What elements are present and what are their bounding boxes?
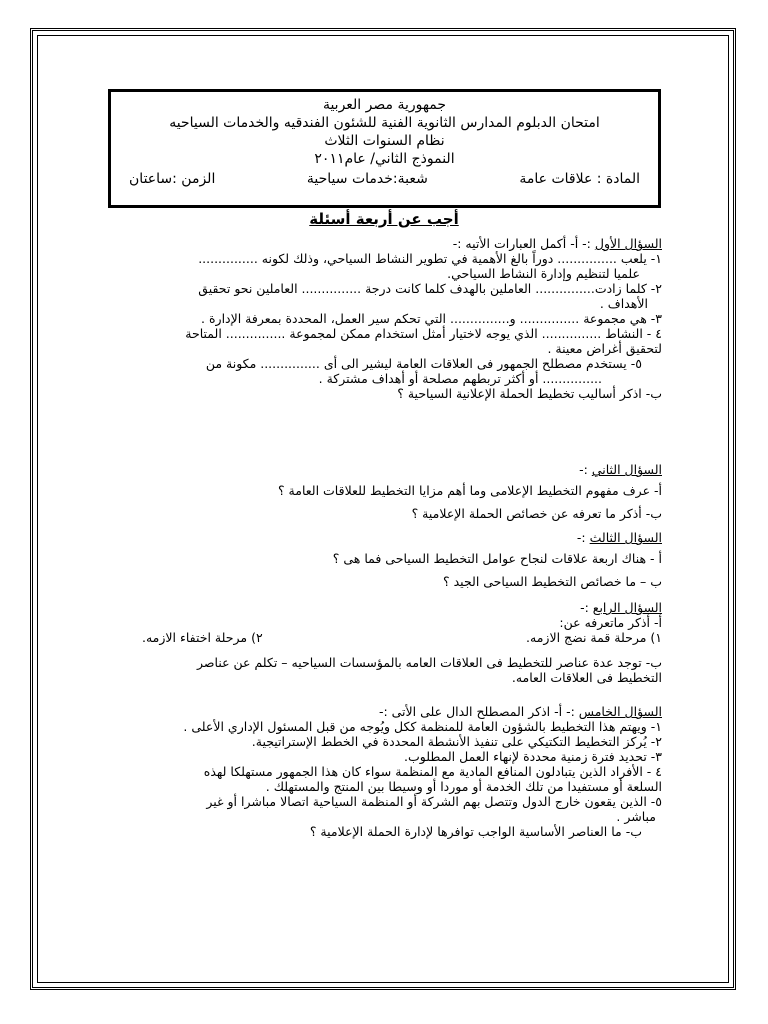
q5-item: ٢- يُركز التخطيط التكتيكي على تنفيذ الأنشطة المحددة في الخطط الإستراتيجية. [251,734,662,749]
question-2-suffix: :- [579,462,588,477]
question-3-part-b: ب – ما خصائص التخطيط السياحى الجيد ؟ [443,574,662,589]
question-1-heading-row [112,236,662,251]
question-3-part-a: أ - هناك اربعة علاقات لنجاح عوامل التخطيط السياحى فما هى ؟ [332,551,662,566]
q5-item: ١- ويهتم هذا التخطيط بالشؤون العامة للمنظمة ككل ويُوجه من قبل المسئول الإداري الأعلى . [183,719,662,734]
question-4-part-b-line-1: ب- توجد عدة عناصر للتخطيط فى العلاقات العامه بالمؤسسات السياحيه – تكلم عن عناصر [197,655,662,670]
instruction-title: أجب عن أربعة أسئلة [309,210,459,228]
q1-item: الأهداف . [599,296,648,311]
subject-label: المادة : علاقات عامة [519,171,640,187]
question-4-heading-row [112,600,662,615]
question-4-item-2: ٢) مرحلة اختفاء الازمه. [142,630,263,645]
question-4-item-1: ١) مرحلة قمة نضج الازمه. [526,630,662,645]
q1-item: ٣- هي مجموعة ............... و............... التي تحكم سير العمل، المحددة بمعرفة الإدارة . [201,311,662,326]
exam-header-box [108,89,661,208]
q5-item: ٥- الذين يقعون خارج الدول وتتصل بهم الشركة أو المنظمة السياحية اتصالا مباشرا أو غير [206,794,662,809]
q1-item: علميا لتنظيم وإدارة النشاط السياحي. [447,266,640,281]
q1-item: ............... أو أكثر تربطهم مصلحة أو أهداف مشتركة . [318,371,602,386]
time-label: الزمن :ساعتان [129,171,216,187]
system-line: نظام السنوات الثلاث [324,133,445,149]
question-1-title: السؤال الأول [594,236,662,251]
question-5-title: السؤال الخامس [578,704,662,719]
q5-item: ب- ما العناصر الأساسية الواجب توافرها لإدارة الحملة الإعلامية ؟ [309,824,642,839]
division-label: شعبة:خدمات سياحية [306,171,428,187]
question-2 [112,462,662,521]
question-4 [112,600,662,685]
exam-line: امتحان الدبلوم المدارس الثانوية الفنية للشئون الفندقيه والخدمات السياحيه [169,115,600,131]
question-2-part-b: ب- أذكر ما تعرفه عن خصائص الحملة الإعلامية ؟ [411,506,662,521]
question-5 [112,704,662,839]
question-4-part-a: أ- أذكر ماتعرفه عن: [559,615,662,630]
model-line: النموذج الثاني/ عام٢٠١١ [314,151,455,167]
question-2-part-a: أ- عرف مفهوم التخطيط الإعلامى وما أهم مزايا التخطيط للعلاقات العامة ؟ [277,483,662,498]
question-4-title: السؤال الرابع [592,600,662,615]
q1-item: ١- يلعب ............... دوراً بالغ الأهمية في تطوير النشاط السياحي، وذلك لكونه ............... [198,251,662,266]
question-3 [112,530,662,589]
q1-item: ب- اذكر أساليب تخطيط الحملة الإعلانية السياحية ؟ [397,386,662,401]
q1-item: ٤ - النشاط ............... الذي يوجه لاختيار أمثل استخدام ممكن لمجموعة ............... المتاحة [185,326,662,341]
question-2-title: السؤال الثاني [591,462,662,477]
country-line: جمهورية مصر العربية [322,97,447,113]
exam-meta-row [111,170,658,188]
question-5-heading: :- أ- اذكر المصطلح الدال على الأتى :- [378,704,575,719]
q5-item: ٣- تحديد فترة زمنية محددة لإنهاء العمل المطلوب. [404,749,662,764]
question-3-heading-row [112,530,662,545]
q5-item: السلعة أو مستفيدا من تلك الخدمة أو موردا أو وسيطا بين المنتج والمستهلك . [265,779,662,794]
question-4-items-row [112,630,662,645]
question-1 [112,236,662,401]
question-2-heading-row [112,462,662,477]
question-1-heading: :- أ- أكمل العبارات الأتيه :- [452,236,591,251]
question-4-suffix: :- [580,600,589,615]
question-3-title: السؤال الثالث [589,530,662,545]
q5-item: ٤ - الأفراد الذين يتبادلون المنافع المادية مع المنظمة سواء كان هذا الجمهور مستهلكا لهذه [203,764,662,779]
question-3-suffix: :- [576,530,586,545]
q1-item: ٢- كلما زادت............... العاملين بالهدف كلما كانت درجة ............... العاملين نحو تحقيق [198,281,662,296]
question-5-heading-row [112,704,662,719]
q1-item: لتحقيق أغراض معينة . [547,341,662,356]
q1-item: ٥- يستخدم مصطلح الجمهور فى العلاقات العامة ليشير الى أى ............... مكونة من [205,356,642,371]
q5-item: مباشر . [616,809,656,824]
question-4-part-b-line-2: التخطيط فى العلاقات العامه. [511,670,662,685]
